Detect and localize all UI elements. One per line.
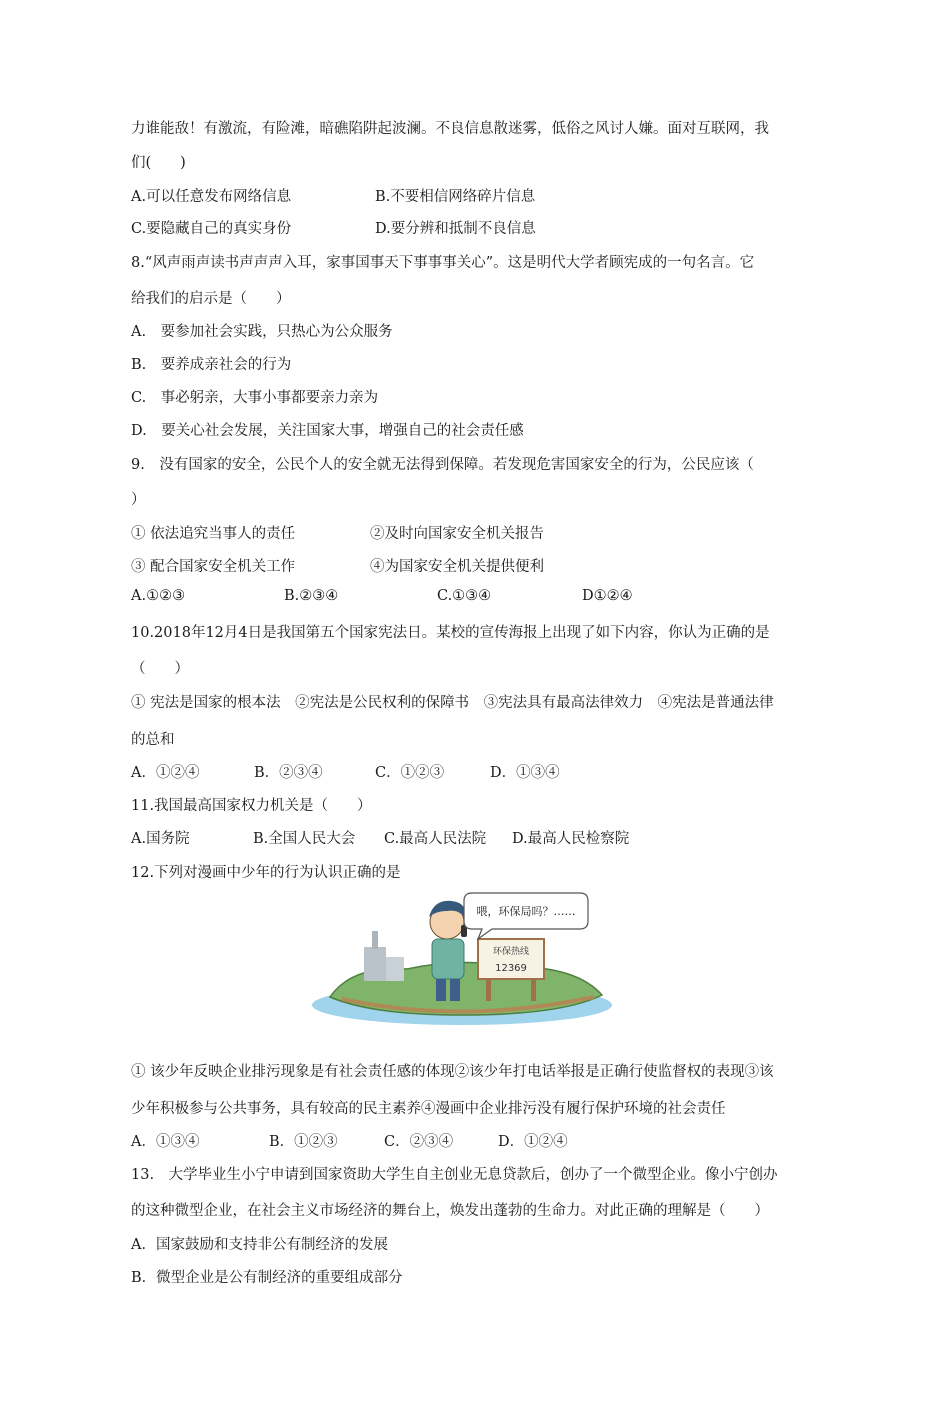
q11-option-c: C.最高人民法院 (384, 831, 487, 847)
speech-bubble-text: 喂，环保局吗？…… (476, 905, 576, 918)
q8-option-b: B. 要养成亲社会的行为 (131, 357, 292, 373)
q10-stem-line: 10.2018年12月4日是我国第五个国家宪法日。某校的宣传海报上出现了如下内容，你认为正确的是 (131, 625, 770, 641)
cartoon-image (312, 887, 618, 1027)
q8-stem-line: 8.“风声雨声读书声声声入耳，家事国事天下事事事关心”。这是明代大学者顾宪成的一句名言。它 (131, 255, 755, 271)
q9-stem-line: 9. 没有国家的安全，公民个人的安全就无法得到保障。若发现危害国家安全的行为，公民应该（ (131, 457, 754, 473)
q9-item-2: ②及时向国家安全机关报告 (370, 526, 544, 542)
q12-option-b: B．①②③ (269, 1134, 338, 1150)
q9-item-3: ③ 配合国家安全机关工作 (131, 559, 296, 575)
q7-option-c: C.要隐藏自己的真实身份 (131, 221, 292, 237)
q8-option-a: A. 要参加社会实践，只热心为公众服务 (131, 324, 393, 340)
q11-option-d: D.最高人民检察院 (512, 831, 630, 847)
q9-option-d: D①②④ (582, 588, 633, 604)
q10-stem-line: （ ） (131, 661, 189, 677)
q10-option-d: D．①③④ (490, 765, 560, 781)
q12-option-d: D．①②④ (498, 1134, 568, 1150)
q7-option-b: B.不要相信网络碎片信息 (375, 189, 536, 205)
q12-option-a: A．①③④ (131, 1134, 200, 1150)
q9-option-a: A.①②③ (131, 588, 186, 604)
q10-option-b: B．②③④ (254, 765, 323, 781)
q11-option-b: B.全国人民大会 (253, 831, 356, 847)
q7-stem-line: 们( ) (131, 155, 186, 171)
q11-stem: 11.我国最高国家权力机关是（ ） (131, 798, 372, 814)
q10-items-line: ① 宪法是国家的根本法 ②宪法是公民权利的保障书 ③宪法具有最高法律效力 ④宪法是普通法律 (131, 695, 774, 711)
q9-option-b: B.②③④ (284, 588, 339, 604)
q8-option-c: C. 事必躬亲，大事小事都要亲力亲为 (131, 390, 379, 406)
q8-option-d: D. 要关心社会发展，关注国家大事，增强自己的社会责任感 (131, 423, 524, 439)
q7-stem-line: 力谁能敌！有激流，有险滩，暗礁陷阱起波澜。不良信息散迷雾，低俗之风讨人嫌。面对互联网，我 (131, 121, 769, 137)
q9-stem-line: ） (131, 492, 146, 508)
sign-title: 环保热线 (492, 947, 530, 957)
q11-option-a: A.国务院 (131, 831, 190, 847)
q13-option-a: A．国家鼓励和支持非公有制经济的发展 (131, 1237, 388, 1253)
q12-items-line: ① 该少年反映企业排污现象是有社会责任感的体现②该少年打电话举报是正确行使监督权的表现③该 (131, 1064, 774, 1080)
q10-option-c: C．①②③ (375, 765, 445, 781)
q7-option-d: D.要分辨和抵制不良信息 (375, 221, 536, 237)
q9-item-1: ① 依法追究当事人的责任 (131, 526, 296, 542)
q9-item-4: ④为国家安全机关提供便利 (370, 559, 544, 575)
q10-items-line: 的总和 (131, 732, 175, 748)
q12-option-c: C．②③④ (384, 1134, 454, 1150)
q7-option-a: A.可以任意发布网络信息 (131, 189, 292, 205)
q13-option-b: B．微型企业是公有制经济的重要组成部分 (131, 1270, 403, 1286)
q10-option-a: A．①②④ (131, 765, 200, 781)
q8-stem-line: 给我们的启示是（ ） (131, 291, 291, 307)
q12-items-line: 少年积极参与公共事务，具有较高的民主素养④漫画中企业排污没有履行保护环境的社会责任 (131, 1101, 726, 1117)
q9-option-c: C.①③④ (437, 588, 492, 604)
q13-stem-line: 13. 大学毕业生小宁申请到国家资助大学生自主创业无息贷款后，创办了一个微型企业。像小宁创办 (131, 1167, 778, 1183)
q12-stem: 12.下列对漫画中少年的行为认识正确的是 (131, 865, 401, 881)
sign-number: 12369 (495, 963, 527, 974)
q13-stem-line: 的这种微型企业，在社会主义市场经济的舞台上，焕发出蓬勃的生命力。对此正确的理解是（ ） (131, 1203, 769, 1219)
